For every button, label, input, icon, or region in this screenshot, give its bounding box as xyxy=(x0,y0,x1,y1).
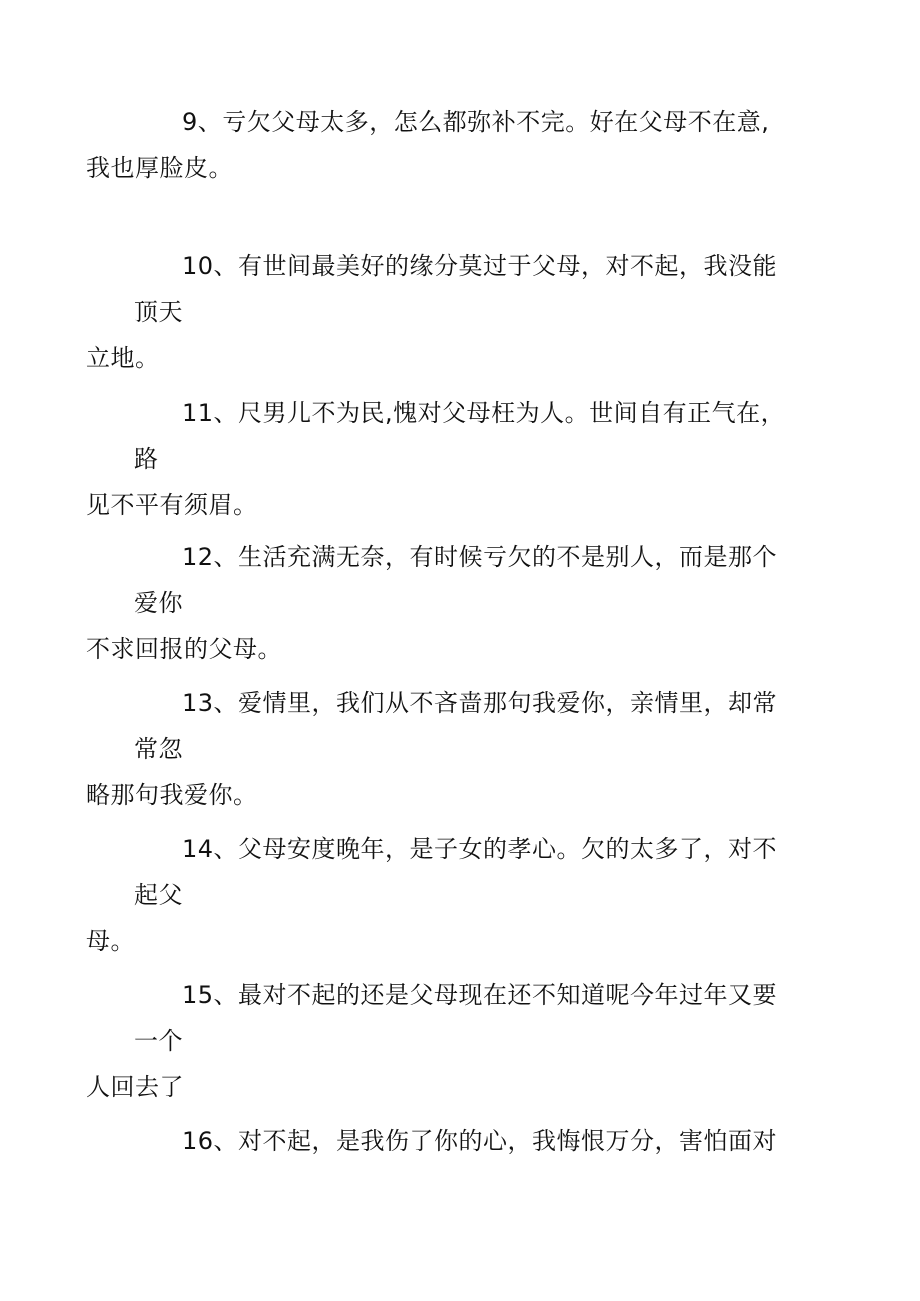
paragraph-16 xyxy=(134,1118,794,1164)
paragraph-line: 14、父母安度晚年，是子女的孝心。欠的太多了，对不起父 xyxy=(134,835,778,909)
paragraph-line: 11、尺男儿不为民,愧对父母枉为人。世间自有正气在，路 xyxy=(134,399,786,473)
paragraph-line: 立地。 xyxy=(86,344,160,372)
paragraph-line: 我也厚脸皮。 xyxy=(86,154,233,182)
paragraph-line: 15、最对不起的还是父母现在还不知道呢今年过年又要一个 xyxy=(134,981,778,1055)
paragraph-10 xyxy=(86,243,794,381)
paragraph-line: 见不平有须眉。 xyxy=(86,491,258,519)
paragraph-line: 人回去了 xyxy=(86,1073,184,1101)
paragraph-line: 16、对不起，是我伤了你的心，我悔恨万分，害怕面对 xyxy=(182,1127,778,1155)
paragraph-line: 12、生活充满无奈，有时候亏欠的不是别人，而是那个爱你 xyxy=(134,543,778,617)
paragraph-11 xyxy=(86,390,794,528)
paragraph-line: 9、亏欠父母太多，怎么都弥补不完。好在父母不在意, xyxy=(182,108,770,136)
paragraph-line: 母。 xyxy=(86,927,135,955)
paragraph-15 xyxy=(86,972,794,1110)
paragraph-12 xyxy=(86,534,794,672)
paragraph-9 xyxy=(86,99,794,191)
paragraph-line: 10、有世间最美好的缘分莫过于父母，对不起，我没能顶天 xyxy=(134,252,778,326)
paragraph-13 xyxy=(86,680,794,818)
paragraph-line: 略那句我爱你。 xyxy=(86,781,258,809)
paragraph-14 xyxy=(86,826,794,964)
paragraph-line: 不求回报的父母。 xyxy=(86,635,282,663)
paragraph-line: 13、爱情里，我们从不吝啬那句我爱你，亲情里，却常常忽 xyxy=(134,689,778,763)
